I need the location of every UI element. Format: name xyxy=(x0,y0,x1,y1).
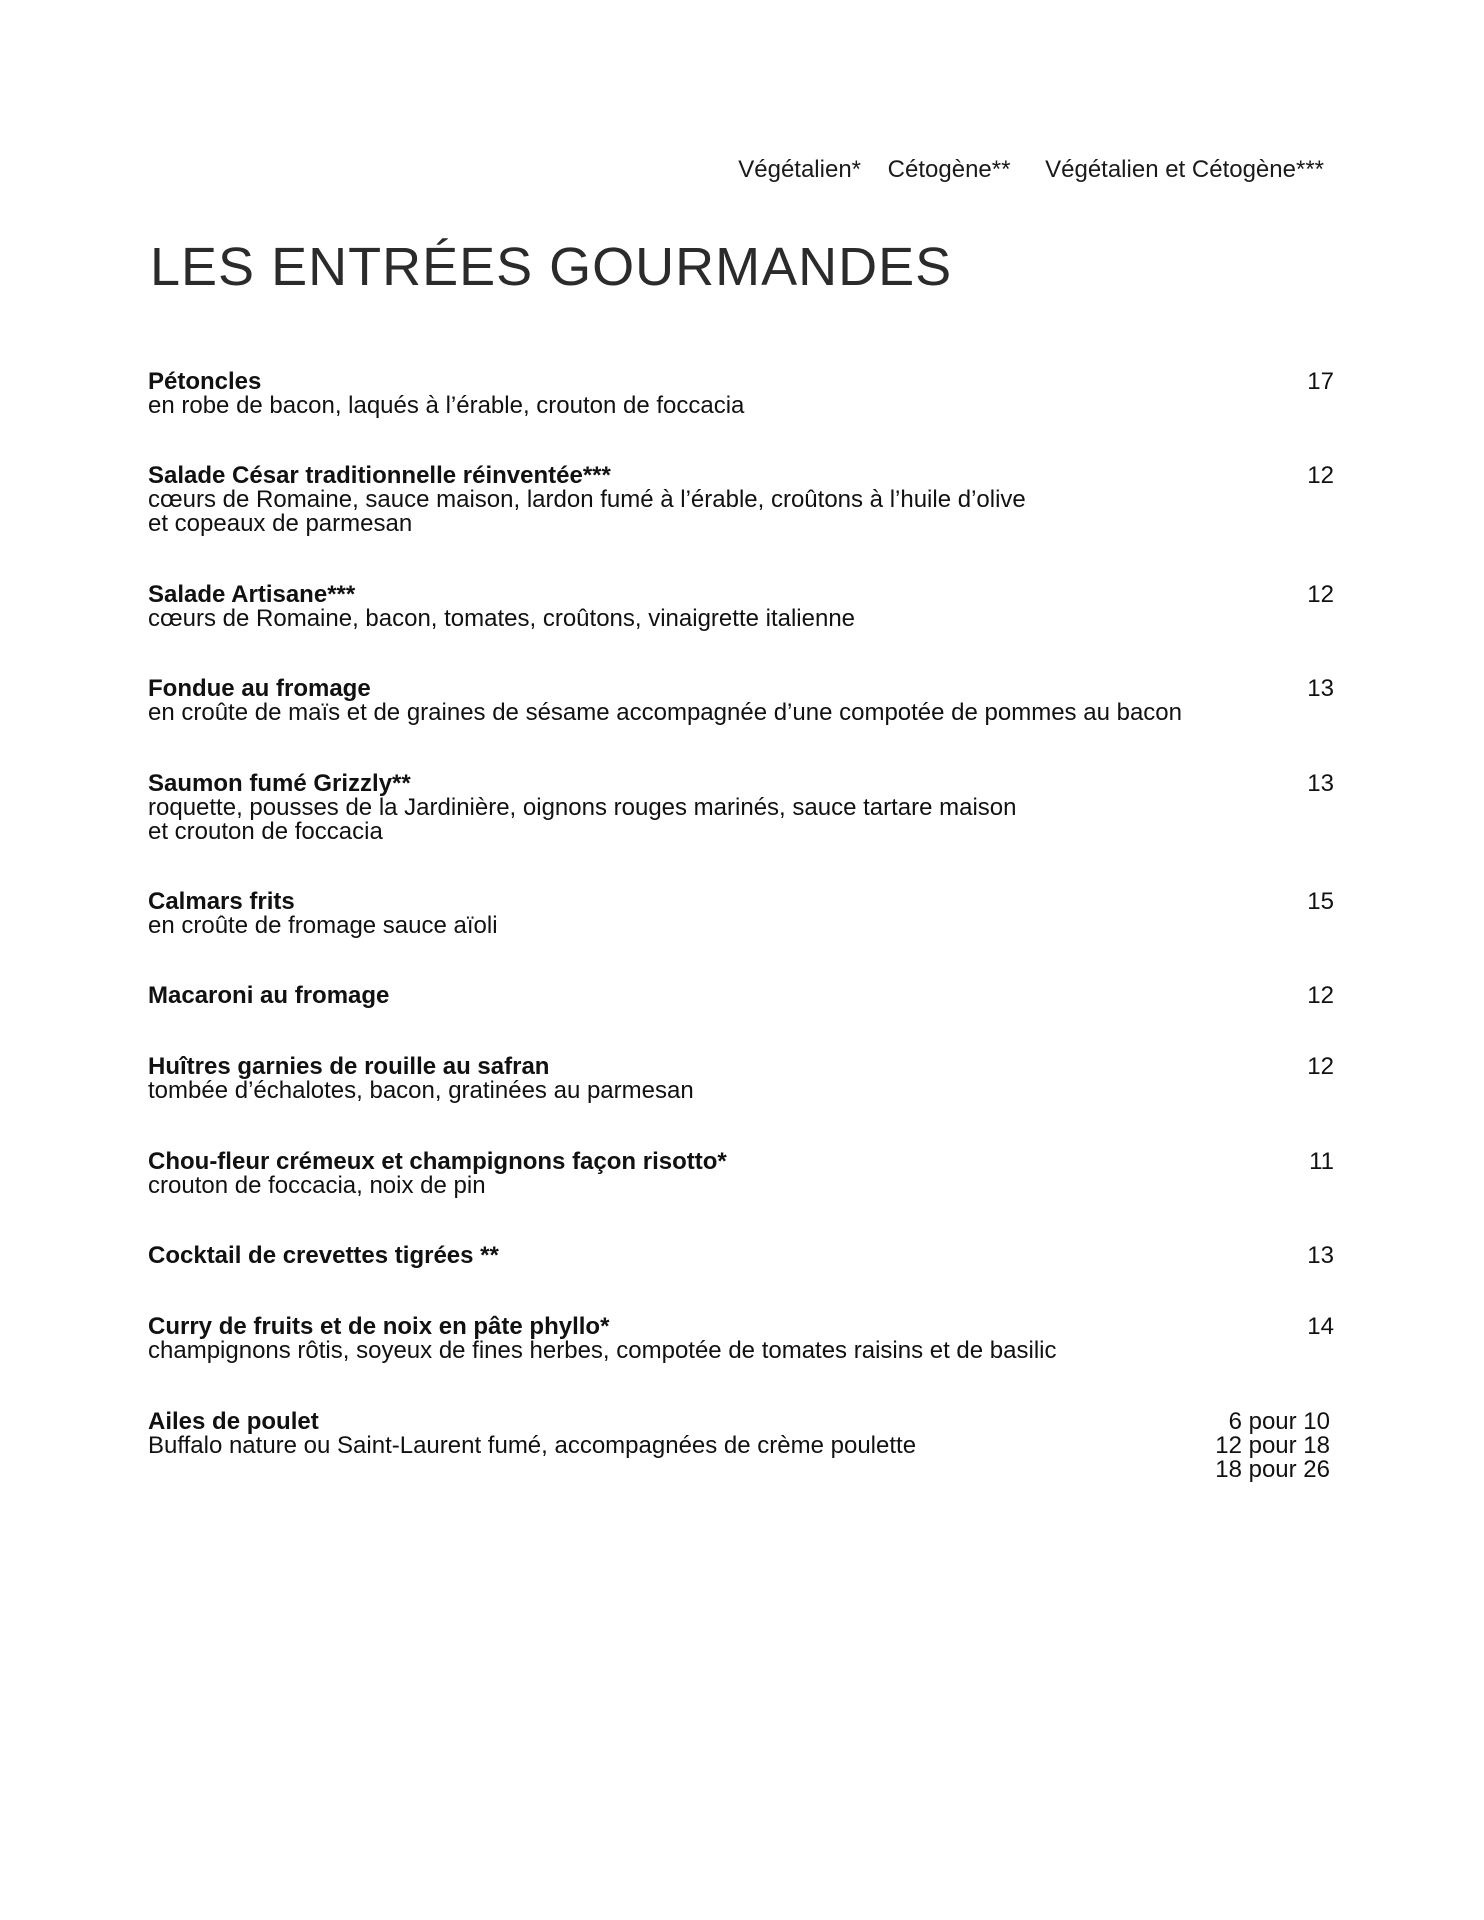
menu-item xyxy=(148,464,1334,536)
item-name: Salade Artisane*** xyxy=(148,581,356,608)
menu-item xyxy=(148,583,1334,631)
item-name: Saumon fumé Grizzly** xyxy=(148,770,411,797)
menu-item xyxy=(148,772,1334,844)
item-price: 12 xyxy=(1307,581,1334,608)
item-price: 11 xyxy=(1309,1148,1334,1175)
menu-item xyxy=(148,677,1334,725)
item-description: champignons rôtis, soyeux de fines herbes, compotée de tomates raisins et de basilic xyxy=(148,1337,1057,1364)
item-description: en robe de bacon, laqués à l’érable, crouton de foccacia xyxy=(148,392,745,419)
item-price: 13 xyxy=(1307,770,1334,797)
page-title: LES ENTRÉES GOURMANDES xyxy=(150,237,953,297)
item-price: 13 xyxy=(1307,1242,1334,1269)
item-name: Ailes de poulet xyxy=(148,1408,319,1435)
menu-item xyxy=(148,1408,1334,1483)
item-price: 14 xyxy=(1307,1313,1334,1340)
item-price: 15 xyxy=(1307,888,1334,915)
item-name: Chou-fleur crémeux et champignons façon risotto* xyxy=(148,1148,727,1175)
item-name: Pétoncles xyxy=(148,368,262,395)
legend-keto: Cétogène** xyxy=(887,156,1011,183)
menu-item xyxy=(148,984,1334,1008)
dietary-legend xyxy=(738,156,1324,184)
item-name: Cocktail de crevettes tigrées ** xyxy=(148,1242,499,1269)
item-description: en croûte de maïs et de graines de sésame accompagnée d’une compotée de pommes au bacon xyxy=(148,699,1182,726)
menu-item xyxy=(148,1244,1334,1268)
item-price: 12 xyxy=(1307,462,1334,489)
item-name: Curry de fruits et de noix en pâte phyllo* xyxy=(148,1313,610,1340)
item-name: Salade César traditionnelle réinventée*** xyxy=(148,462,611,489)
menu-item xyxy=(148,1150,1334,1198)
legend-vegan-keto: Végétalien et Cétogène*** xyxy=(1045,156,1324,183)
item-description: en croûte de fromage sauce aïoli xyxy=(148,912,498,939)
price-option: 18 pour 26 xyxy=(1215,1456,1330,1483)
item-price: 12 xyxy=(1307,1053,1334,1080)
item-description-line-2: et crouton de foccacia xyxy=(148,818,383,845)
item-price: 13 xyxy=(1307,675,1334,702)
item-price-options xyxy=(1215,1410,1330,1482)
item-price: 17 xyxy=(1307,368,1334,395)
item-description: cœurs de Romaine, sauce maison, lardon fumé à l’érable, croûtons à l’huile d’olive xyxy=(148,486,1026,513)
menu-item xyxy=(148,1315,1334,1363)
item-name: Macaroni au fromage xyxy=(148,982,390,1009)
item-name: Fondue au fromage xyxy=(148,675,371,702)
item-description: cœurs de Romaine, bacon, tomates, croûtons, vinaigrette italienne xyxy=(148,605,856,632)
item-description-line-2: et copeaux de parmesan xyxy=(148,510,413,537)
item-name: Huîtres garnies de rouille au safran xyxy=(148,1053,550,1080)
price-option: 12 pour 18 xyxy=(1215,1432,1330,1459)
menu-item xyxy=(148,890,1334,938)
item-description: crouton de foccacia, noix de pin xyxy=(148,1172,486,1199)
legend-vegan: Végétalien* xyxy=(738,156,861,183)
item-description: roquette, pousses de la Jardinière, oignons rouges marinés, sauce tartare maison xyxy=(148,794,1017,821)
item-description: Buffalo nature ou Saint-Laurent fumé, accompagnées de crème poulette xyxy=(148,1432,917,1459)
item-name: Calmars frits xyxy=(148,888,295,915)
menu-item xyxy=(148,1055,1334,1103)
price-option: 6 pour 10 xyxy=(1228,1408,1330,1435)
item-price: 12 xyxy=(1307,982,1334,1009)
menu-item xyxy=(148,370,1334,418)
item-description: tombée d’échalotes, bacon, gratinées au parmesan xyxy=(148,1077,694,1104)
